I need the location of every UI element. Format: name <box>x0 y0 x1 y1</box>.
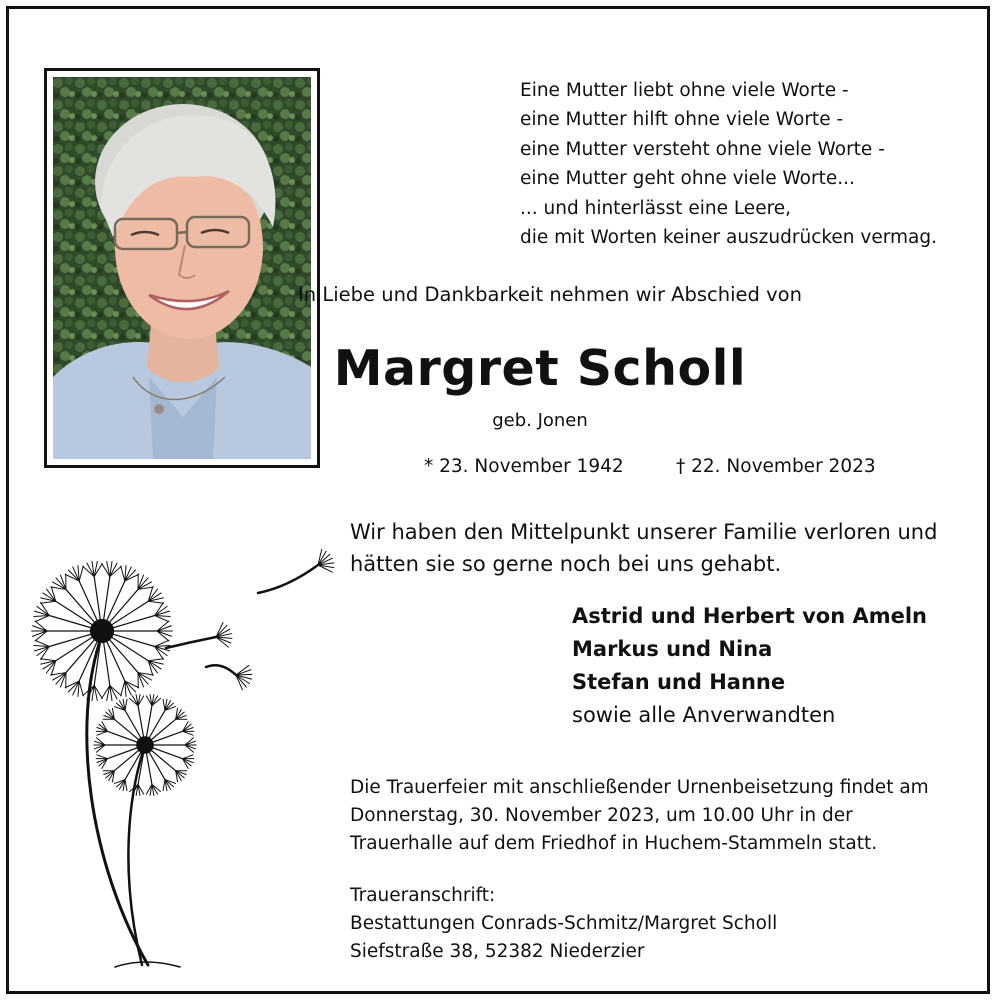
address-line: Siefstraße 38, 52382 Niederzier <box>350 941 645 962</box>
poem-line: eine Mutter geht ohne viele Worte... <box>520 168 855 190</box>
family-member: Astrid und Herbert von Ameln <box>572 604 927 628</box>
dandelion-illustration <box>30 545 350 975</box>
ceremony-line: Die Trauerfeier mit anschließender Urnenbeisetzung findet am <box>350 777 929 798</box>
address-line: Bestattungen Conrads-Schmitz/Margret Scholl <box>350 913 778 934</box>
portrait-image <box>53 77 311 459</box>
family-signatures <box>572 600 927 732</box>
mourning-address <box>350 882 777 966</box>
death-date: † 22. November 2023 <box>676 456 876 477</box>
ceremony-line: Trauerhalle auf dem Friedhof in Huchem-Stammeln statt. <box>350 833 878 854</box>
poem <box>520 76 937 252</box>
poem-line: eine Mutter versteht ohne viele Worte - <box>520 138 885 160</box>
address-heading: Traueranschrift: <box>350 885 496 906</box>
poem-line: ... und hinterlässt eine Leere, <box>520 197 792 219</box>
ceremony-line: Donnerstag, 30. November 2023, um 10.00 Uhr in der <box>350 805 853 826</box>
other-relatives: sowie alle Anverwandten <box>572 703 836 727</box>
farewell-line: In Liebe und Dankbarkeit nehmen wir Abschied von <box>298 283 802 306</box>
poem-line: Eine Mutter liebt ohne viele Worte - <box>520 80 849 101</box>
poem-line: eine Mutter hilft ohne viele Worte - <box>520 109 844 131</box>
ceremony-info <box>350 774 929 858</box>
family-message <box>350 516 937 580</box>
birth-date: * 23. November 1942 <box>424 456 624 477</box>
family-member: Stefan und Hanne <box>572 670 786 694</box>
message-line: hätten sie so gerne noch bei uns gehabt. <box>350 552 782 576</box>
deceased-name: Margret Scholl <box>333 340 747 397</box>
family-member: Markus und Nina <box>572 637 773 661</box>
birth-name: geb. Jonen <box>492 410 588 431</box>
poem-line: die mit Worten keiner auszudrücken vermag. <box>520 227 937 249</box>
portrait-photo <box>44 68 320 468</box>
message-line: Wir haben den Mittelpunkt unserer Familie verloren und <box>350 520 938 544</box>
